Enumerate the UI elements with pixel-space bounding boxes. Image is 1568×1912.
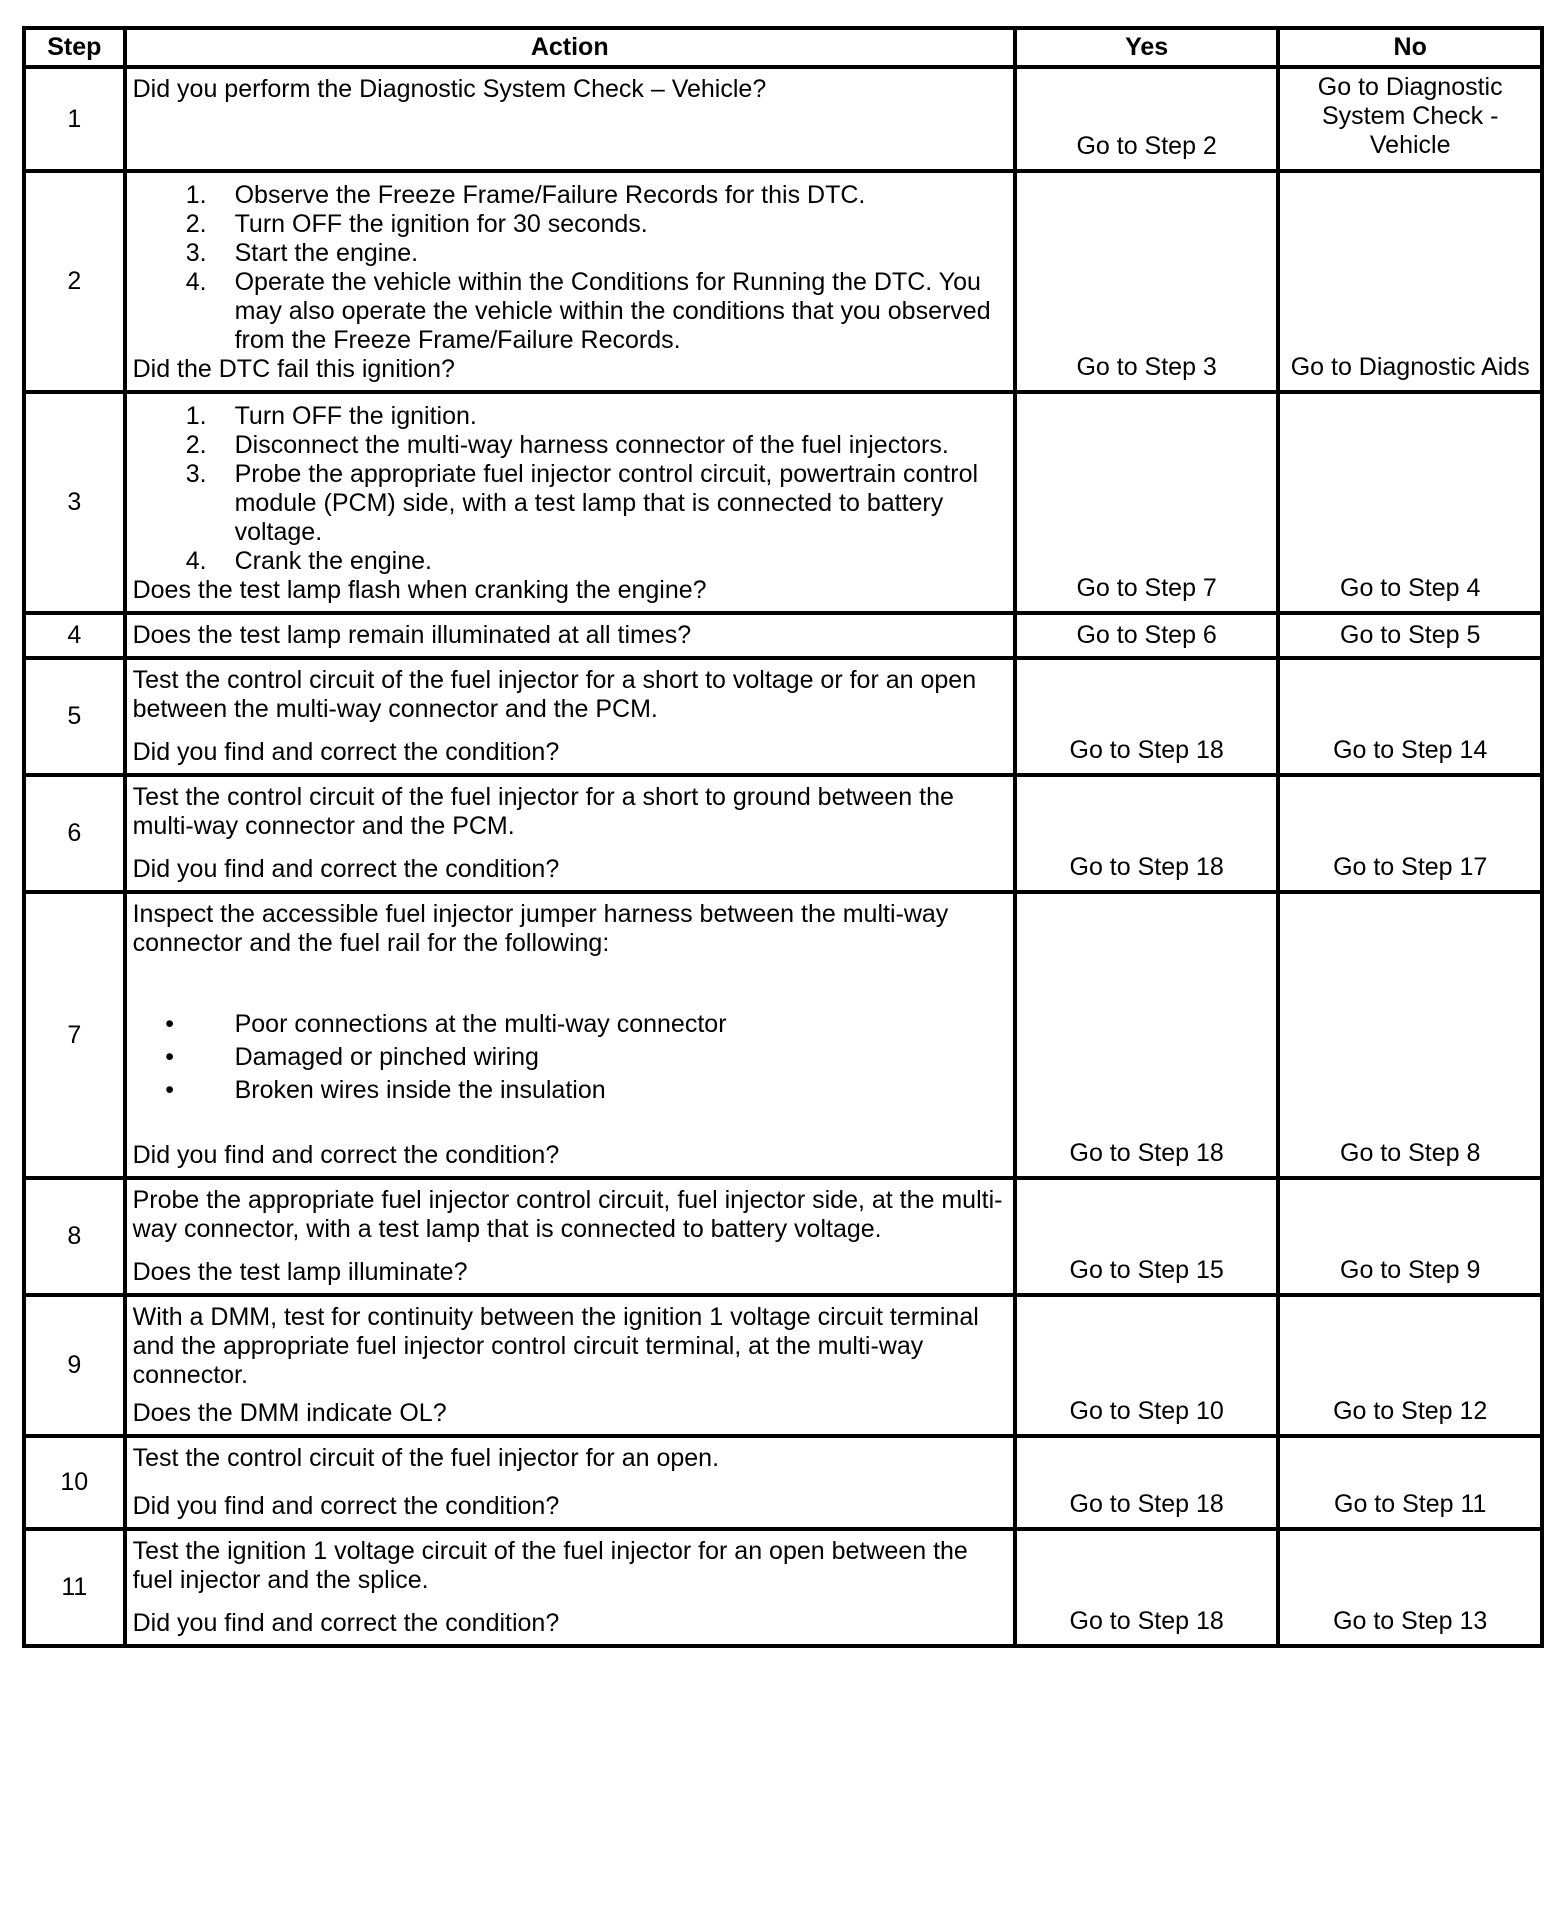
yes-result: Go to Step 2 [1015,67,1279,171]
yes-result: Go to Step 7 [1015,392,1279,613]
table-body [24,67,1542,1646]
list-item [133,181,1005,210]
action-content [133,621,1005,650]
action-body [133,900,1005,1107]
action-body [133,75,1005,104]
list-number: 3. [185,239,207,267]
action-content [133,1537,1005,1638]
action-question: Did you find and correct the condition? [132,1609,560,1637]
list-text: Turn OFF the ignition for 30 seconds. [234,210,648,238]
yes-result: Go to Step 6 [1015,613,1279,658]
action-cell [125,1178,1015,1295]
action-text: Test the control circuit of the fuel injector for a short to ground between the multi-way connector and the PCM. [132,783,954,840]
action-content [133,75,1005,163]
list-number: 1. [185,402,207,430]
no-result: Go to Step 4 [1278,392,1542,613]
list-item [133,210,1005,239]
list-text: Crank the engine. [234,547,432,575]
no-result: Go to Step 17 [1278,775,1542,892]
action-text: Test the control circuit of the fuel injector for an open. [132,1444,720,1472]
list-text: Observe the Freeze Frame/Failure Records for this DTC. [234,181,866,209]
action-text: Does the test lamp remain illuminated at all times? [132,621,692,649]
no-result: Go to Step 14 [1278,658,1542,775]
yes-result: Go to Step 18 [1015,1529,1279,1646]
action-content [133,1303,1005,1428]
table-row [24,1295,1542,1436]
action-text: Inspect the accessible fuel injector jumper harness between the multi-way connector and the fuel rail for the following: [132,900,949,957]
yes-result: Go to Step 10 [1015,1295,1279,1436]
step-number: 1 [24,67,125,171]
step-number: 9 [24,1295,125,1436]
bullet-icon: • [165,1076,174,1104]
action-question: Does the DMM indicate OL? [132,1399,447,1427]
bullet-text: Broken wires inside the insulation [234,1076,606,1104]
numbered-list [133,181,1005,355]
header-row [24,28,1542,67]
yes-result: Go to Step 15 [1015,1178,1279,1295]
action-body [133,1186,1005,1244]
table-row [24,1529,1542,1646]
list-item [133,268,1005,355]
action-body [133,1537,1005,1595]
step-number: 7 [24,892,125,1178]
list-number: 4. [185,547,207,575]
action-cell [125,613,1015,658]
list-text: Disconnect the multi-way harness connector of the fuel injectors. [234,431,949,459]
table-row [24,775,1542,892]
step-number: 6 [24,775,125,892]
action-body [133,621,1005,650]
no-result: Go to Diagnostic Aids [1278,171,1542,392]
action-cell [125,775,1015,892]
action-text: With a DMM, test for continuity between the ignition 1 voltage circuit terminal and the appropriate fuel injector control circuit terminal, at the multi-way connector. [132,1303,979,1389]
header-step: Step [24,28,125,67]
numbered-list [133,402,1005,576]
list-number: 2. [185,210,207,238]
list-text: Operate the vehicle within the Conditions for Running the DTC. You may also operate the vehicle within the conditions that you observed from the Freeze Frame/Failure Records. [234,268,991,354]
action-body [133,666,1005,724]
header-no: No [1278,28,1542,67]
table-row [24,67,1542,171]
step-number: 8 [24,1178,125,1295]
action-question: Did you find and correct the condition? [132,1492,560,1520]
action-body [133,1444,1005,1473]
action-cell [125,1295,1015,1436]
action-question: Did the DTC fail this ignition? [132,355,455,383]
yes-result: Go to Step 18 [1015,658,1279,775]
no-result: Go to Step 13 [1278,1529,1542,1646]
action-text: Test the control circuit of the fuel injector for a short to voltage or for an open between the multi-way connector and the PCM. [132,666,977,723]
action-content [133,400,1005,605]
list-text: Probe the appropriate fuel injector control circuit, powertrain control module (PCM) side, with a test lamp that is connected to battery voltage. [234,460,979,546]
list-number: 2. [185,431,207,459]
yes-result: Go to Step 18 [1015,1436,1279,1529]
list-item [133,460,1005,547]
list-text: Turn OFF the ignition. [234,402,477,430]
action-cell [125,892,1015,1178]
list-text: Start the engine. [234,239,419,267]
no-result: Go to Step 8 [1278,892,1542,1178]
action-cell [125,1529,1015,1646]
table-row [24,1436,1542,1529]
yes-result: Go to Step 18 [1015,775,1279,892]
step-number: 5 [24,658,125,775]
action-content [133,900,1005,1170]
action-cell [125,171,1015,392]
list-item [133,239,1005,268]
list-item [133,1041,1005,1074]
action-content [133,783,1005,884]
action-question: Does the test lamp illuminate? [132,1258,468,1286]
action-body [133,783,1005,841]
list-number: 3. [185,460,207,488]
list-item [133,547,1005,576]
no-result: Go to Step 11 [1278,1436,1542,1529]
action-body [133,1303,1005,1390]
action-question: Did you find and correct the condition? [132,855,560,883]
bullet-icon: • [165,1010,174,1038]
action-question: Did you find and correct the condition? [132,738,560,766]
diagnostic-table [22,26,1544,1648]
table-row [24,171,1542,392]
action-cell [125,392,1015,613]
list-number: 1. [185,181,207,209]
action-question: Does the test lamp flash when cranking the engine? [132,576,707,604]
action-text: Probe the appropriate fuel injector control circuit, fuel injector side, at the multi-way connector, with a test lamp that is connected to battery voltage. [132,1186,1003,1243]
step-number: 11 [24,1529,125,1646]
step-number: 2 [24,171,125,392]
no-result: Go to Step 9 [1278,1178,1542,1295]
action-body [133,179,1005,355]
no-result: Go to Step 5 [1278,613,1542,658]
no-result: Go to Diagnostic System Check - Vehicle [1278,67,1542,171]
list-item [133,1074,1005,1107]
action-text: Did you perform the Diagnostic System Check – Vehicle? [132,75,767,103]
step-number: 4 [24,613,125,658]
no-result: Go to Step 12 [1278,1295,1542,1436]
action-content [133,1186,1005,1287]
table-row [24,658,1542,775]
list-number: 4. [185,268,207,296]
action-cell [125,67,1015,171]
bullet-text: Poor connections at the multi-way connector [234,1010,727,1038]
bullet-icon: • [165,1043,174,1071]
bullet-text: Damaged or pinched wiring [234,1043,539,1071]
yes-result: Go to Step 3 [1015,171,1279,392]
action-content [133,666,1005,767]
list-item [133,402,1005,431]
table-row [24,613,1542,658]
table-row [24,1178,1542,1295]
action-text: Test the ignition 1 voltage circuit of the fuel injector for an open between the fuel injector and the splice. [132,1537,968,1594]
list-item [133,431,1005,460]
action-cell [125,658,1015,775]
bullet-list [133,1008,1005,1107]
header-yes: Yes [1015,28,1279,67]
action-content [133,179,1005,384]
action-cell [125,1436,1015,1529]
list-item [133,1008,1005,1041]
action-content [133,1444,1005,1521]
table-row [24,892,1542,1178]
action-body [133,400,1005,576]
yes-result: Go to Step 18 [1015,892,1279,1178]
header-action: Action [125,28,1015,67]
action-question: Did you find and correct the condition? [132,1141,560,1169]
step-number: 10 [24,1436,125,1529]
table-row [24,392,1542,613]
step-number: 3 [24,392,125,613]
